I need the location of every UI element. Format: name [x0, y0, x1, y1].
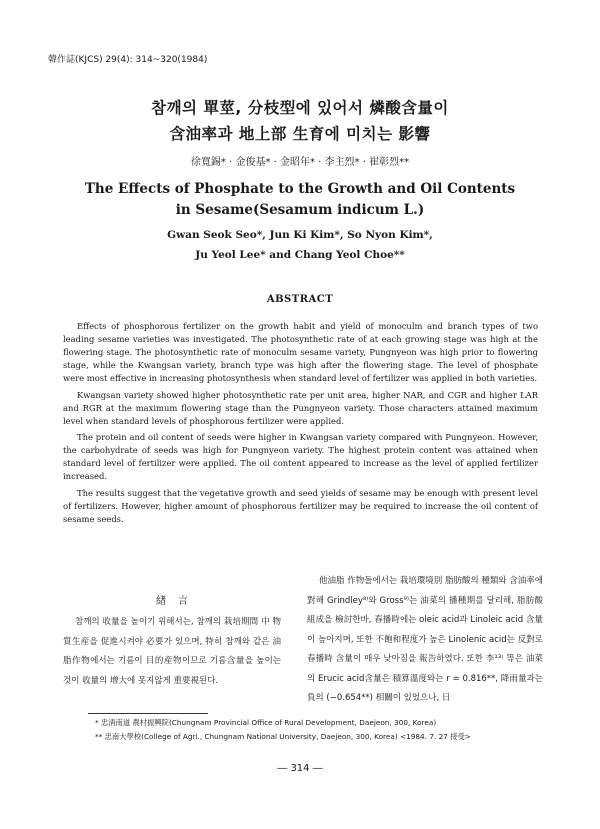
english-title-line2: in Sesame(Sesamum indicum L.) [175, 202, 425, 218]
intro-left-column [63, 613, 281, 691]
intro-heading: 緖言 [156, 596, 200, 607]
abstract-paragraph: The protein and oil content of seeds were higher in Kwangsan variety compared with Pungnyeon. However, the carbohydrate of seeds was high for Pungnyeon variety. The highest protein content was attained when standard level of fertilizer were applied. The oil content appeared to increase as the level of applied fertilizer increased. [63, 432, 538, 481]
intro-left-text: 참깨의 收量을 높이기 위해서는, 참깨의 栽培期間 中 物質生産을 促進시켜야 必要가 있으며, 特히 참깨와 같은 油脂作物에서는 기름이 目的産物이므로 기름含量을 높이는 것이 收量의 增大에 못지않게 重要視된다. [63, 617, 281, 686]
korean-authors: 徐寬錫* · 金俊基* · 金昭年* · 李主烈* · 崔彰烈** [190, 157, 410, 168]
intro-right-text: 他油脂 作物들에서는 栽培環境別 脂肪酸의 種類와 含油率에 對해 Grindley⁸⁾와 Gross⁹⁾는 油菜의 播種期를 달리해, 脂肪酸組成을 檢討한바, 春播時에는 oleic acid과 Linoleic acid 含量이 높아지며, 또한 不飽和程度가 높은 Linolenic acid는 反對로 春播時 含量이 매우 낮아짐을 報告하였다. 또한 李¹³⁾ 等은 油菜의 Erucic acid含量은 積算溫度와는 r = 0.816**, 降雨量과는 負의 (−0.654**) 相關이 있었으나, 日 [307, 576, 543, 703]
intro-right-column [307, 572, 543, 709]
footnote-2: ** 忠南大學校(College of Agri., Chungnam National University, Daejeon, 300, Korea) <1984. 7. 27 接受> [95, 732, 471, 741]
page-number: ― 314 ― [277, 763, 323, 774]
english-authors-line2: Ju Yeol Lee* and Chang Yeol Choe** [195, 249, 405, 261]
journal-header: 韓作誌(KJCS) 29(4): 314~320(1984) [48, 55, 208, 65]
footnote-divider [88, 713, 208, 714]
abstract-body [63, 320, 538, 529]
abstract-paragraph: Kwangsan variety showed higher photosynthetic rate per unit area, higher NAR, and CGR and higher LAR and RGR at the maximum flowering stage than the Pungnyeon variety. Those characters attained maximum level when standard levels of phosphorous fertilizer were applied. [63, 389, 538, 426]
abstract-heading: ABSTRACT [266, 294, 334, 305]
abstract-paragraph: Effects of phosphorous fertilizer on the growth habit and yield of monoculm and branch types of two leading sesame varieties was investigated. The photosynthetic rate of at each growing stage was high at the flowering stage. The photosynthetic rate of monoculm sesame variety, Pungnyeon was high prior to flowering stage, while the Kwangsan variety, branch type was high after the flowering stage. The level of phosphate were most effective in increasing photosynthesis when standard level of fertilizer was applied in both varieties. [63, 321, 538, 383]
footnote-1: * 忠淸南道 農村振興院(Chungnam Provincial Office of Rural Development, Daejeon, 300, Korea) [95, 718, 437, 727]
english-title-line1: The Effects of Phosphate to the Growth and Oil Contents [84, 181, 516, 197]
abstract-paragraph: The results suggest that the vegetative growth and seed yields of sesame may be enough with present level of fertilizers. However, higher amount of phosphorous fertilizer may be required to increase the oil content of sesame seeds. [63, 487, 538, 524]
korean-title-line2: 含油率과 地上部 生育에 미치는 影響 [169, 125, 431, 143]
korean-title-line1: 참깨의 單莖, 分枝型에 있어서 燐酸含量이 [151, 99, 449, 117]
english-authors-line1: Gwan Seok Seo*, Jun Ki Kim*, So Nyon Kim*, [167, 229, 433, 241]
